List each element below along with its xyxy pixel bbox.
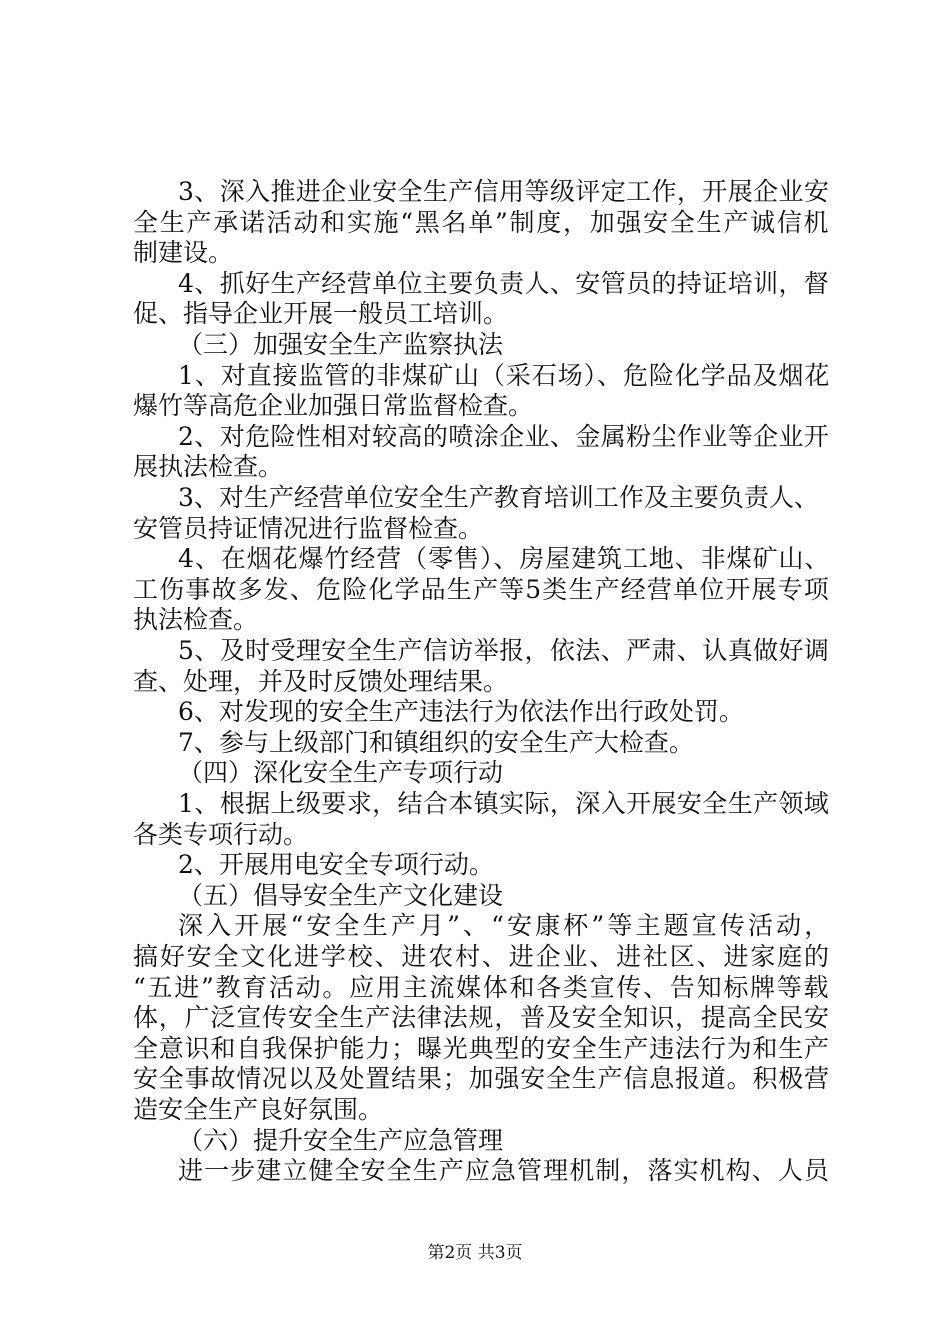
paragraph-line: 促、指导企业开展一般员工培训。 xyxy=(133,299,509,328)
section-heading: （四）深化安全生产专项行动 xyxy=(178,758,504,787)
paragraph-line: 展执法检查。 xyxy=(133,452,284,481)
paragraph-line: 7、参与上级部门和镇组织的安全生产大检查。 xyxy=(178,728,694,757)
paragraph-line: 深入开展“安全生产月”、“安康杯”等主题宣传活动， xyxy=(178,911,833,940)
paragraph-line: 安全事故情况以及处置结果；加强安全生产信息报道。积极营 xyxy=(133,1064,830,1093)
paragraph-line: 3、对生产经营单位安全生产教育培训工作及主要负责人、 xyxy=(178,483,819,512)
paragraph-line: 4、在烟花爆竹经营（零售）、房屋建筑工地、非煤矿山、 xyxy=(178,544,831,573)
paragraph-line: 搞好安全文化进学校、进农村、进企业、进社区、进家庭的 xyxy=(133,942,831,971)
section-heading: （六）提升安全生产应急管理 xyxy=(178,1126,504,1155)
paragraph-line: “五进”教育活动。应用主流媒体和各类宣传、告知标牌等载 xyxy=(133,973,831,1002)
paragraph-line: 1、根据上级要求，结合本镇实际，深入开展安全生产领域 xyxy=(178,789,830,818)
paragraph-line: 全意识和自我保护能力；曝光典型的安全生产违法行为和生产 xyxy=(133,1034,830,1063)
section-heading: （三）加强安全生产监察执法 xyxy=(178,330,504,359)
section-heading: （五）倡导安全生产文化建设 xyxy=(178,881,504,910)
paragraph-line: 工伤事故多发、危险化学品生产等5类生产经营单位开展专项 xyxy=(133,575,830,604)
page-footer: 第2页 共3页 xyxy=(427,1243,523,1263)
paragraph-line: 2、开展用电安全专项行动。 xyxy=(178,850,494,879)
paragraph-line: 执法检查。 xyxy=(133,605,259,634)
paragraph-line: 查、处理，并及时反馈处理结果。 xyxy=(133,667,509,696)
paragraph-line: 5、及时受理安全生产信访举报，依法、严肃、认真做好调 xyxy=(178,636,830,665)
paragraph-line: 安管员持证情况进行监督检查。 xyxy=(133,514,484,543)
paragraph-line: 1、对直接监管的非煤矿山（采石场）、危险化学品及烟花 xyxy=(178,361,831,390)
paragraph-line: 进一步建立健全安全生产应急管理机制，落实机构、人员 xyxy=(178,1156,831,1185)
paragraph-line: 6、对发现的安全生产违法行为依法作出行政处罚。 xyxy=(178,697,744,726)
paragraph-line: 2、对危险性相对较高的喷涂企业、金属粉尘作业等企业开 xyxy=(178,422,830,451)
paragraph-line: 爆竹等高危企业加强日常监督检查。 xyxy=(133,391,534,420)
paragraph-line: 各类专项行动。 xyxy=(133,820,309,849)
paragraph-line: 全生产承诺活动和实施“黑名单”制度，加强安全生产诚信机 xyxy=(133,208,831,237)
paragraph-line: 4、抓好生产经营单位主要负责人、安管员的持证培训，督 xyxy=(178,269,830,298)
paragraph-line: 3、深入推进企业安全生产信用等级评定工作，开展企业安 xyxy=(178,177,830,206)
paragraph-line: 体，广泛宣传安全生产法律法规，普及安全知识，提高全民安 xyxy=(133,1003,830,1032)
paragraph-line: 造安全生产良好氛围。 xyxy=(133,1095,384,1124)
paragraph-line: 制建设。 xyxy=(133,238,234,267)
